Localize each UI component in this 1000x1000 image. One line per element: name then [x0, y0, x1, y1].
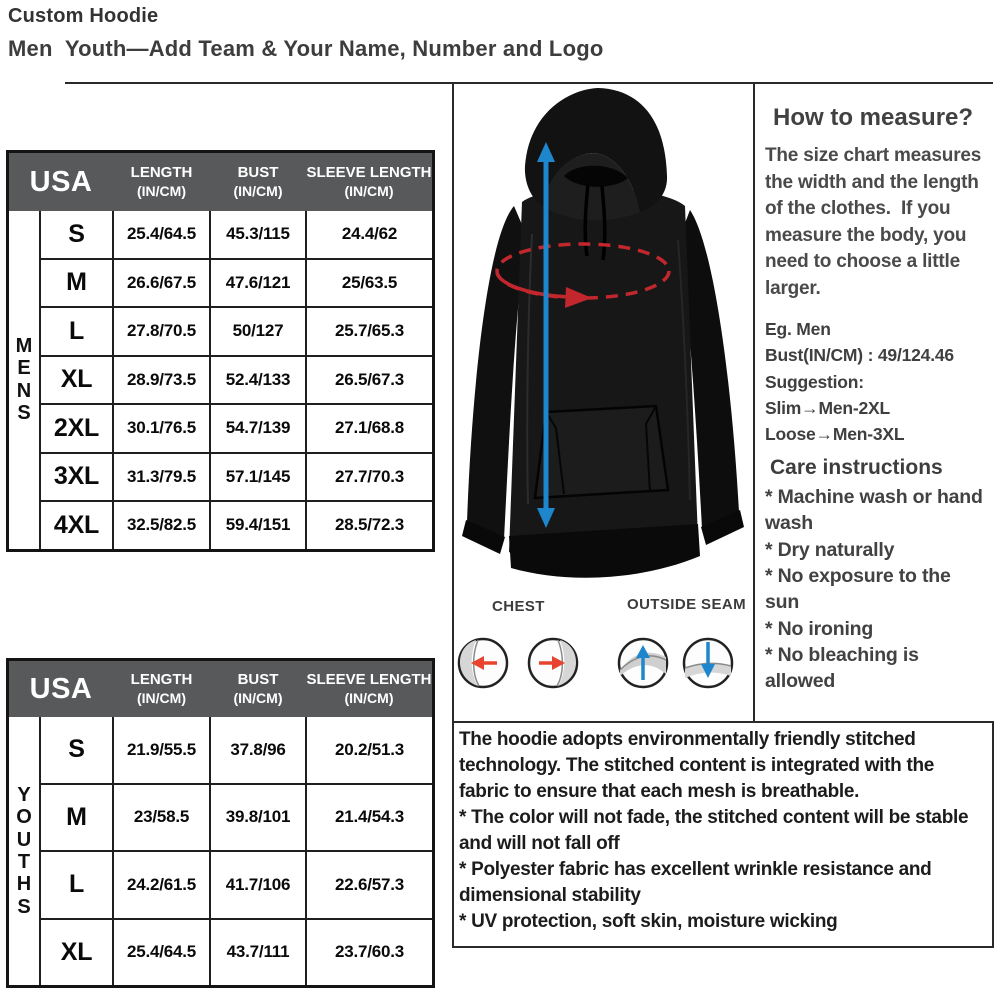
length-header-cell: LENGTH (IN/CM): [130, 163, 193, 199]
care-instructions-heading: Care instructions: [770, 456, 943, 479]
bust-cell: 57.1/145: [210, 453, 306, 502]
bust-cell: 45.3/115: [210, 211, 306, 259]
text-line: * No ironing: [765, 617, 874, 640]
mens-group-label: [9, 211, 41, 549]
length-cell: 25.4/64.5: [113, 211, 210, 259]
size-table-row: [41, 717, 432, 784]
size-cell: XL: [41, 919, 113, 986]
sleeve-cell: 20.2/51.3: [306, 717, 432, 784]
size-cell: XL: [41, 356, 113, 405]
size-table-row: [41, 919, 432, 986]
hoodie-measurement-image: [452, 84, 753, 589]
length-cell: 23/58.5: [113, 784, 210, 852]
outside-seam-label: OUTSIDE SEAM: [627, 596, 746, 613]
description-right-border: [992, 721, 994, 948]
size-table-row: [41, 851, 432, 919]
sleeve-cell: 25.7/65.3: [306, 307, 432, 356]
seam-arrow-up-icon: [619, 639, 667, 687]
mens-size-table: [6, 150, 435, 552]
size-cell: S: [41, 211, 113, 259]
bust-cell: 43.7/111: [210, 919, 306, 986]
size-cell: L: [41, 851, 113, 919]
text-line: The hoodie adopts environmentally friendly stitched technology. The stitched content is integrated with the fabric to ensure that each mesh is breathable.: [459, 729, 935, 803]
bust-cell: 54.7/139: [210, 404, 306, 453]
text-line: Eg. Men: [765, 319, 831, 339]
page-title: Custom Hoodie: [8, 5, 159, 27]
length-cell: 32.5/82.5: [113, 501, 210, 549]
youths-group-label: [9, 717, 41, 985]
measure-direction-icons: [452, 630, 753, 700]
size-table-row: [41, 784, 432, 852]
text-line: * No exposure to the sun: [765, 564, 951, 614]
size-cell: 2XL: [41, 404, 113, 453]
vertical-letter: N: [16, 379, 32, 402]
text-line: * Dry naturally: [765, 538, 895, 561]
sleeve-cell: 25/63.5: [306, 259, 432, 308]
size-table-row: [41, 453, 432, 502]
description-bottom-border: [452, 946, 994, 948]
length-cell: 27.8/70.5: [113, 307, 210, 356]
frame-middle-divider: [753, 82, 755, 723]
size-table-row: [41, 356, 432, 405]
size-cell: L: [41, 307, 113, 356]
sleeve-cell: 23.7/60.3: [306, 919, 432, 986]
length-cell: 30.1/76.5: [113, 404, 210, 453]
vertical-letter: E: [17, 357, 31, 380]
sleeve-header-cell: SLEEVE LENGTH (IN/CM): [306, 670, 432, 706]
bust-cell: 37.8/96: [210, 717, 306, 784]
length-cell: 25.4/64.5: [113, 919, 210, 986]
length-cell: 24.2/61.5: [113, 851, 210, 919]
bust-header-cell: BUST (IN/CM): [233, 163, 283, 199]
length-header-cell: LENGTH (IN/CM): [130, 670, 193, 706]
chest-arrow-left-icon: [459, 639, 507, 687]
product-description: [459, 727, 987, 935]
length-cell: 28.9/73.5: [113, 356, 210, 405]
chest-arrow-right-icon: [529, 639, 577, 687]
page-subtitle: Men Youth—Add Team & Your Name, Number and Logo: [8, 36, 604, 61]
text-line: Bust(IN/CM) : 49/124.46: [765, 345, 954, 366]
youths-size-table: [6, 658, 435, 988]
bust-cell: 39.8/101: [210, 784, 306, 852]
size-cell: S: [41, 717, 113, 784]
care-instructions-list: [765, 484, 989, 695]
text-line: * The color will not fade, the stitched content will be stable and will not fall off: [459, 807, 969, 855]
mens-table-body: [9, 211, 432, 549]
sleeve-cell: 27.1/68.8: [306, 404, 432, 453]
mens-table-header: [9, 153, 432, 211]
sizing-example: [765, 316, 997, 447]
text-line: * Machine wash or hand wash: [765, 486, 983, 535]
bust-cell: 47.6/121: [210, 259, 306, 308]
vertical-letter: S: [17, 895, 31, 918]
vertical-letter: M: [15, 334, 33, 357]
size-cell: M: [41, 259, 113, 308]
frame-horizontal-divider: [452, 721, 994, 723]
vertical-letter: H: [16, 873, 32, 896]
sleeve-cell: 24.4/62: [306, 211, 432, 259]
length-cell: 31.3/79.5: [113, 453, 210, 502]
text-line: Suggestion:: [765, 371, 864, 392]
usa-header-cell: USA: [29, 165, 93, 198]
text-line: * No bleaching is allowed: [765, 643, 919, 693]
size-cell: 4XL: [41, 501, 113, 549]
how-to-measure-heading: How to measure?: [773, 104, 974, 131]
chest-label: CHEST: [492, 598, 545, 615]
bust-cell: 50/127: [210, 307, 306, 356]
size-table-row: [41, 211, 432, 259]
how-to-measure-body: The size chart measures the width and the length of the clothes. If you measure the body, you need to choose a little larger.: [765, 145, 982, 299]
bust-cell: 59.4/151: [210, 501, 306, 549]
size-cell: 3XL: [41, 453, 113, 502]
size-table-row: [41, 259, 432, 308]
size-table-row: [41, 307, 432, 356]
vertical-letter: Y: [17, 783, 31, 806]
bust-cell: 41.7/106: [210, 851, 306, 919]
size-cell: M: [41, 784, 113, 852]
sleeve-cell: 28.5/72.3: [306, 501, 432, 549]
vertical-letter: O: [16, 806, 32, 829]
length-cell: 21.9/55.5: [113, 717, 210, 784]
sleeve-header-cell: SLEEVE LENGTH (IN/CM): [306, 163, 432, 199]
bust-header-cell: BUST (IN/CM): [233, 670, 283, 706]
vertical-letter: U: [16, 828, 32, 851]
text-line: * UV protection, soft skin, moisture wicking: [459, 911, 838, 933]
seam-arrow-down-icon: [684, 639, 732, 687]
length-cell: 26.6/67.5: [113, 259, 210, 308]
usa-header-cell: USA: [29, 672, 93, 705]
sleeve-cell: 22.6/57.3: [306, 851, 432, 919]
youths-table-body: [9, 717, 432, 985]
text-line: Slim→Men-2XL: [765, 397, 890, 418]
vertical-letter: T: [17, 851, 31, 873]
sleeve-cell: 21.4/54.3: [306, 784, 432, 852]
bust-cell: 52.4/133: [210, 356, 306, 405]
text-line: Loose→Men-3XL: [765, 424, 905, 444]
sleeve-cell: 26.5/67.3: [306, 356, 432, 405]
vertical-letter: S: [17, 402, 31, 425]
sleeve-cell: 27.7/70.3: [306, 453, 432, 502]
size-table-row: [41, 501, 432, 549]
youths-table-header: [9, 661, 432, 717]
text-line: * Polyester fabric has excellent wrinkle resistance and dimensional stability: [459, 859, 932, 907]
size-table-row: [41, 404, 432, 453]
